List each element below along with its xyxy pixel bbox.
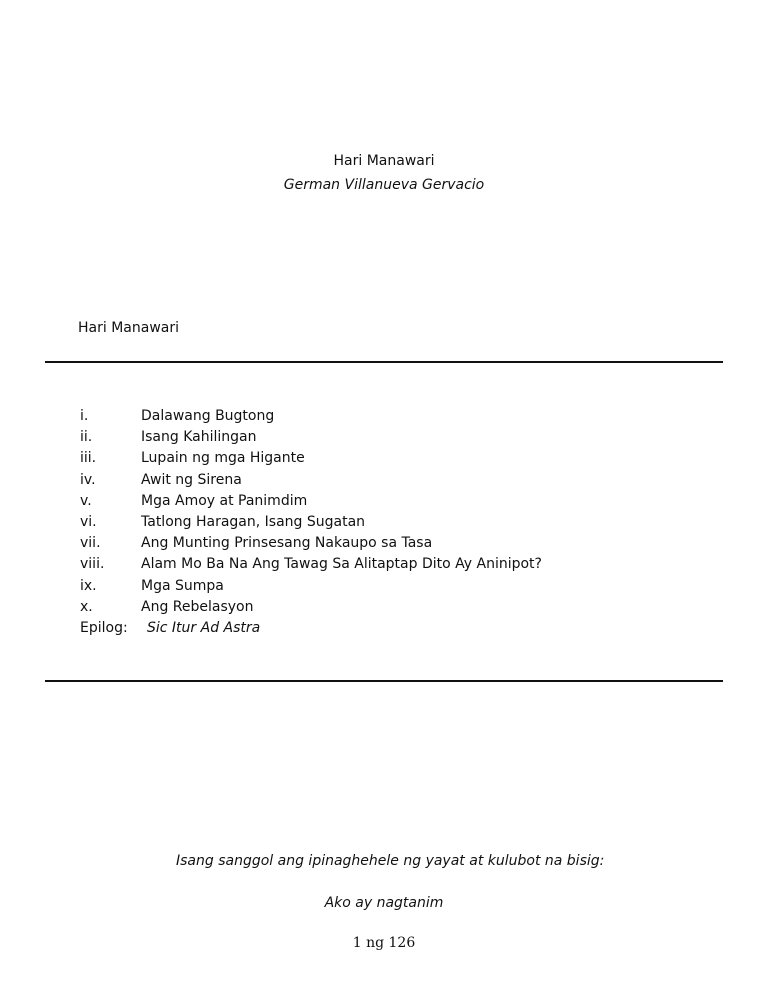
toc-item-title: Mga Sumpa <box>141 577 224 594</box>
toc-item-title: Ang Munting Prinsesang Nakaupo sa Tasa <box>141 535 433 552</box>
toc-item-title: Alam Mo Ba Na Ang Tawag Sa Alitaptap Dito Ay Aninipot? <box>141 556 542 573</box>
toc-item-number: ix. <box>80 577 97 594</box>
toc-item-number: iv. <box>80 471 96 488</box>
toc-item-number: viii. <box>80 556 105 573</box>
divider-bottom <box>45 680 723 682</box>
divider-top <box>45 361 723 363</box>
toc-item-title: Dalawang Bugtong <box>141 408 275 424</box>
toc-item-number: vii. <box>80 535 101 552</box>
toc-item-number: x. <box>80 598 93 615</box>
toc-item-title: Awit ng Sirena <box>141 471 242 488</box>
document-author: German Villanueva Gervacio <box>283 177 485 193</box>
toc-item-title: Mga Amoy at Panimdim <box>141 492 308 509</box>
toc-item-title: Lupain ng mga Higante <box>141 450 305 467</box>
toc-item-number: i. <box>80 408 89 424</box>
toc-item-title: Isang Kahilingan <box>141 429 257 446</box>
toc-item-title: Tatlong Haragan, Isang Sugatan <box>141 513 366 530</box>
toc-item-number: iii. <box>80 450 97 467</box>
toc-item-title: Sic Itur Ad Astra <box>147 619 261 636</box>
toc-item-number: ii. <box>80 429 93 446</box>
section-heading: Hari Manawari <box>78 320 179 336</box>
toc-item-number: Epilog: <box>80 619 128 636</box>
page-number: 1 ng 126 <box>352 935 416 951</box>
toc-item-title: Ang Rebelasyon <box>141 598 254 615</box>
verse-line: Ako ay nagtanim <box>324 895 444 911</box>
toc-item-number: vi. <box>80 513 97 530</box>
verse-line: Isang sanggol ang ipinaghehele ng yayat at kulubot na bisig: <box>176 853 605 869</box>
document-title: Hari Manawari <box>333 153 435 169</box>
toc-item-number: v. <box>80 492 92 509</box>
